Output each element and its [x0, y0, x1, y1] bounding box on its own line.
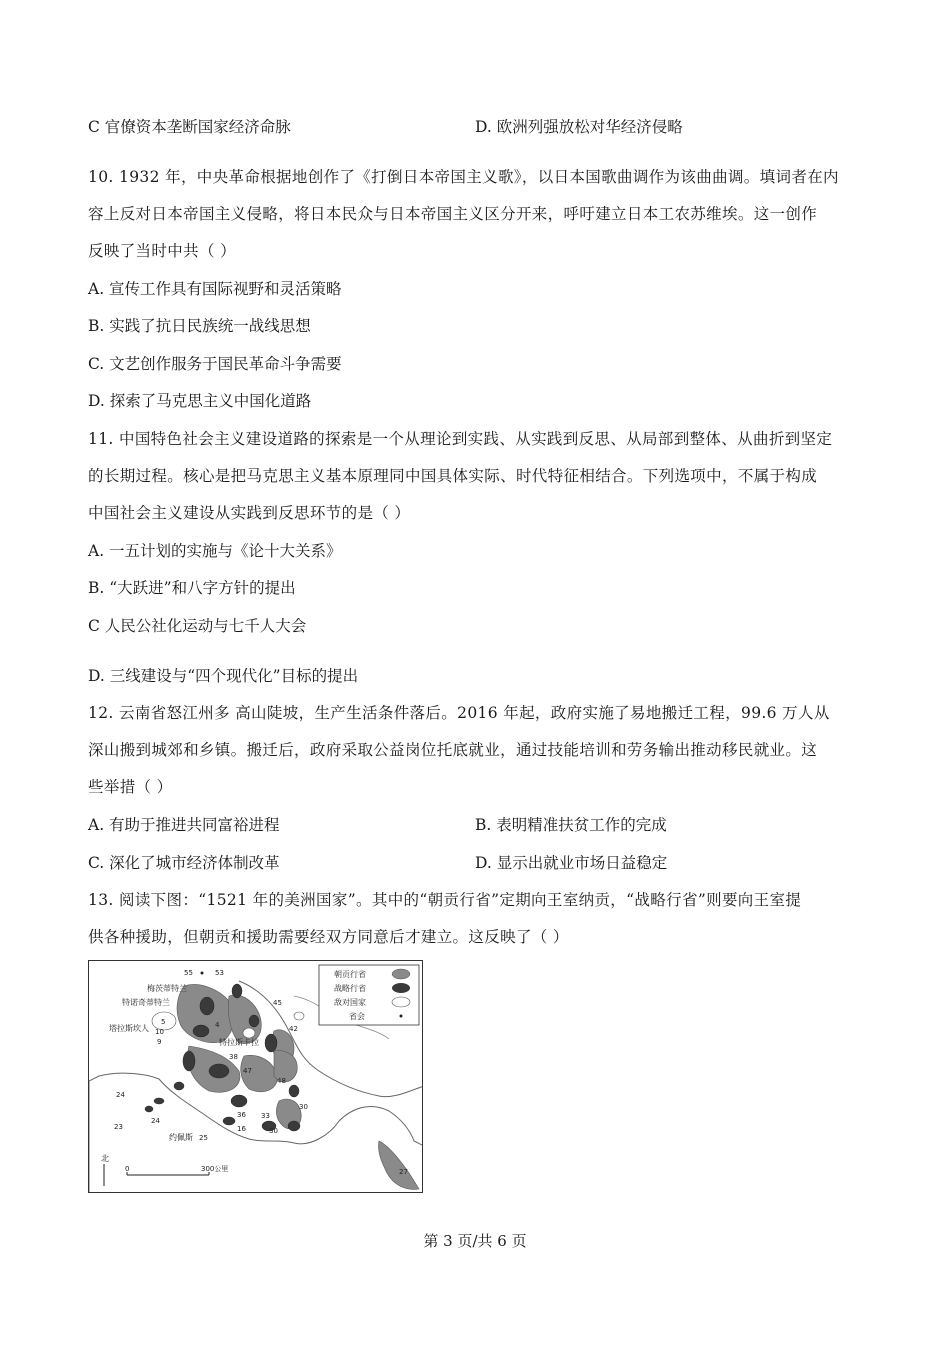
- q11-stem-line3: 中国社会主义建设从实践到反思环节的是（ ）: [88, 504, 411, 522]
- legend-capital-dot: [400, 1015, 403, 1018]
- num-23: 23: [114, 1123, 123, 1131]
- north-label: 北: [101, 1154, 109, 1163]
- num-42: 42: [289, 1025, 298, 1033]
- q9-option-c: C 官僚资本垄断国家经济命脉: [88, 118, 291, 136]
- q12-stem-line3: 些举措（ ）: [88, 778, 173, 796]
- q10-stem-line2: 容上反对日本帝国主义侵略，将日本民众与日本帝国主义区分开来，呼吁建立日本工农苏维埃。这一创作: [88, 205, 818, 223]
- legend-strategic-swatch: [392, 983, 410, 993]
- num-16: 16: [237, 1125, 246, 1133]
- q12-stem-line2: 深山搬到城郊和乡镇。搬迁后，政府采取公益岗位托底就业，通过技能培训和劳务输出推动移民就业。这: [88, 741, 818, 759]
- num-55: 55: [184, 969, 193, 977]
- map-legend: [319, 965, 419, 1025]
- north-arrow: [101, 1153, 109, 1186]
- q10-stem-line1: 10. 1932 年，中央革命根据地创作了《打倒日本帝国主义歌》，以日本国歌曲调作为该曲曲调。填词者在内: [88, 168, 839, 186]
- legend-tribute-label: 朝贡行省: [334, 970, 366, 979]
- q10-option-a: A. 宣传工作具有国际视野和灵活策略: [88, 280, 342, 298]
- num-33: 33: [261, 1112, 270, 1120]
- num-30: 30: [299, 1103, 308, 1111]
- num-38: 38: [229, 1053, 238, 1061]
- legend-capital-label: 省会: [349, 1012, 365, 1021]
- num-36: 36: [237, 1111, 246, 1119]
- num-24: 24: [116, 1091, 125, 1099]
- q12-option-a: A. 有助于推进共同富裕进程: [88, 816, 280, 834]
- q12-option-b: B. 表明精准扶贫工作的完成: [475, 816, 667, 834]
- legend-strategic-label: 战略行省: [334, 984, 366, 993]
- num-9: 9: [157, 1038, 162, 1046]
- legend-hostile-label: 敌对国家: [334, 998, 366, 1007]
- num-25: 25: [199, 1134, 208, 1142]
- num-5: 5: [161, 1018, 166, 1026]
- num-45: 45: [273, 999, 282, 1007]
- num-24b: 24: [151, 1117, 160, 1125]
- americas-1521-map: [88, 960, 423, 1193]
- num-27: 27: [399, 1168, 408, 1176]
- q10-option-b: B. 实践了抗日民族统一战线思想: [88, 317, 311, 335]
- q12-stem-line1: 12. 云南省怒江州多 高山陡坡，生产生活条件落后。2016 年起，政府实施了易地搬迁工程，99.6 万人从: [88, 704, 830, 722]
- q11-stem-line1: 11. 中国特色社会主义建设道路的探索是一个从理论到实践、从实践到反思、从局部到整体、从曲折到坚定: [88, 430, 833, 448]
- q11-option-c: C 人民公社化运动与七千人大会: [88, 617, 307, 635]
- num-47: 47: [243, 1067, 252, 1075]
- q12-option-d: D. 显示出就业市场日益稳定: [475, 854, 668, 872]
- num-10: 10: [155, 1028, 164, 1036]
- legend-hostile-swatch: [392, 997, 410, 1007]
- num-53: 53: [215, 969, 224, 977]
- label-meiqiao: 梅茨蒂特兰: [147, 984, 187, 993]
- scale-bar: [125, 1165, 228, 1175]
- q9-option-d: D. 欧洲列强放松对华经济侵略: [475, 118, 683, 136]
- q11-option-d: D. 三线建设与“四个现代化”目标的提出: [88, 667, 359, 685]
- label-tehua: 特拉斯卡拉: [219, 1038, 259, 1047]
- page-footer: 第 3 页/共 6 页: [423, 1232, 527, 1250]
- num-30b: 30: [269, 1127, 278, 1135]
- q10-stem-line3: 反映了当时中共（ ）: [88, 242, 236, 260]
- q13-stem-line2: 供各种援助，但朝贡和援助需要经双方同意后才建立。这反映了（ ）: [88, 928, 569, 946]
- q10-option-d: D. 探索了马克思主义中国化道路: [88, 392, 312, 410]
- q12-option-c: C. 深化了城市经济体制改革: [88, 854, 280, 872]
- q11-stem-line2: 的长期过程。核心是把马克思主义基本原理同中国具体实际、时代特征相结合。下列选项中，不属于构成: [88, 467, 818, 485]
- q11-option-a: A. 一五计划的实施与《论十大关系》: [88, 542, 342, 560]
- label-tala: 塔拉斯坎人: [109, 1024, 149, 1033]
- label-tecuo: 特诺奇蒂特兰: [122, 998, 170, 1007]
- scale-zero: 0: [125, 1165, 130, 1173]
- q13-stem-line1: 13. 阅读下图：“1521 年的美洲国家”。其中的“朝贡行省”定期向王室纳贡，“战略行省”则要向王室提: [88, 891, 802, 909]
- num-4: 4: [215, 1021, 220, 1029]
- scale-label: 300公里: [201, 1165, 229, 1173]
- num-48: 48: [277, 1077, 286, 1085]
- q11-option-b: B. “大跃进”和八字方针的提出: [88, 579, 296, 597]
- label-yuewei: 约佩斯: [169, 1133, 193, 1142]
- legend-tribute-swatch: [392, 969, 410, 979]
- q10-option-c: C. 文艺创作服务于国民革命斗争需要: [88, 355, 342, 373]
